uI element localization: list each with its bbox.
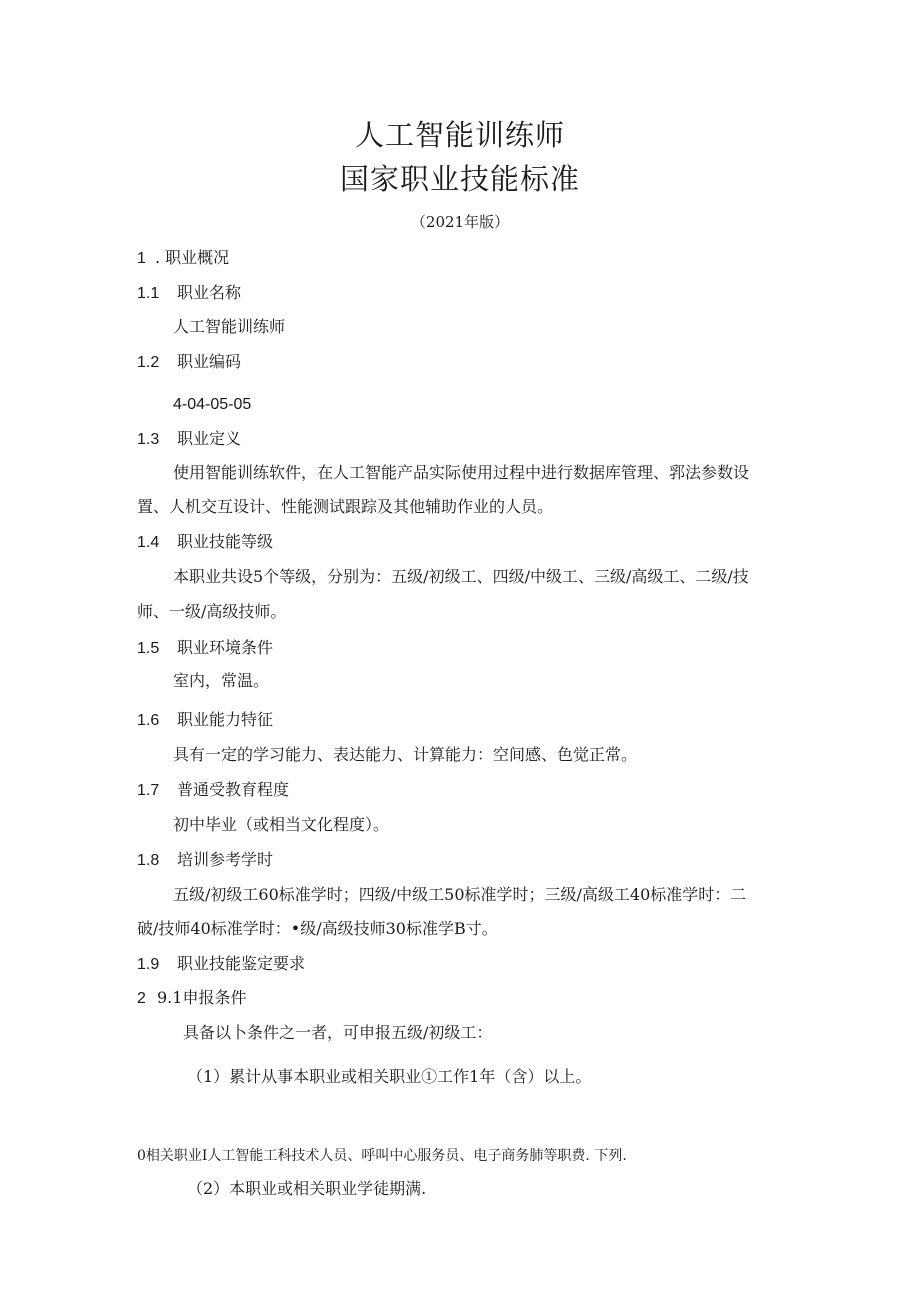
skill-levels-line-2: 师、一级/高级技师。 [137, 602, 287, 621]
section-title: 9.1申报条件 [157, 988, 247, 1007]
section-number: 1.6 [137, 712, 160, 729]
section-number: 1.9 [137, 956, 160, 973]
footnote: 0相关职业I人工智能工科技术人员、呼叫中心服务员、电子商务肺等职费. 下列. [137, 1148, 627, 1164]
section-number: 1.1 [137, 285, 160, 302]
section-heading-1-2 [137, 351, 241, 374]
training-hours-line-1: 五级/初级工60标准学时；四级/中级工50标准学时；三级/高级工40标准学时：二 [173, 885, 747, 904]
definition-line-1: 使用智能训练软件，在人工智能产品实际使用过程中进行数据库管理、郛法参数设 [173, 463, 750, 482]
section-title: 职业编码 [177, 352, 242, 371]
application-intro: 具备以卜条件之一者，可申报五级/初级工： [183, 1023, 493, 1042]
occupation-name: 人工智能训练师 [173, 317, 286, 336]
document-subtitle: 国家职业技能标准 [339, 162, 580, 196]
edition-label: （2021年版） [410, 213, 510, 231]
section-heading-1-6 [137, 709, 273, 732]
document-title: 人工智能训练师 [354, 118, 565, 152]
ability-text: 具有一定的学习能力、表达能力、计算能力：空间感、色觉正常。 [173, 745, 638, 764]
section-heading-1-7 [137, 779, 289, 802]
section-title: 职业环境条件 [177, 638, 274, 657]
section-title: 职业能力特征 [177, 710, 274, 729]
education-text: 初中毕业（或相当文化程度）。 [173, 815, 390, 834]
environment-text: 室内，常温。 [173, 671, 270, 690]
section-heading-1-9 [137, 953, 305, 976]
section-number: 1.4 [137, 534, 160, 551]
skill-levels-line-1: 本职业共设5个等级，分别为：五级/初级工、四级/中级工、三级/高级工、二级/技 [173, 567, 749, 586]
section-heading-1-8 [137, 849, 273, 872]
section-number: 1.2 [137, 354, 160, 371]
occupation-code: 4-04-05-05 [173, 396, 252, 413]
training-hours-line-2: 破/技师40标准学时：•级/高级技师30标准学B寸。 [137, 919, 498, 938]
definition-line-2: 置、人机交互设计、性能测试跟踪及其他辅助作业的人员。 [137, 497, 554, 516]
section-number: 1.7 [137, 782, 160, 799]
section-number: 1.8 [137, 852, 160, 869]
section-number: 2 [137, 990, 146, 1007]
section-title: 培训参考学时 [177, 850, 274, 869]
condition-item-1: （1）累计从事本职业或相关职业①工作1年（含）以上。 [187, 1067, 592, 1086]
section-title: 职业定义 [177, 429, 242, 448]
section-heading-1-3 [137, 428, 241, 451]
section-heading-1-5 [137, 637, 273, 660]
section-number: 1 [137, 250, 146, 267]
section-title: 职业技能等级 [177, 532, 274, 551]
condition-item-2: （2）本职业或相关职业学徒期满. [187, 1179, 427, 1198]
section-title: 普通受教育程度 [177, 780, 290, 799]
section-heading-2 [137, 987, 246, 1010]
section-heading-1-4 [137, 531, 273, 554]
section-heading-1 [137, 247, 229, 270]
section-heading-1-1 [137, 282, 241, 305]
section-title: 职业名称 [177, 283, 242, 302]
section-title: . 职业概况 [155, 248, 230, 267]
section-number: 1.3 [137, 431, 160, 448]
section-title: 职业技能鉴定要求 [177, 954, 306, 973]
section-number: 1.5 [137, 640, 160, 657]
